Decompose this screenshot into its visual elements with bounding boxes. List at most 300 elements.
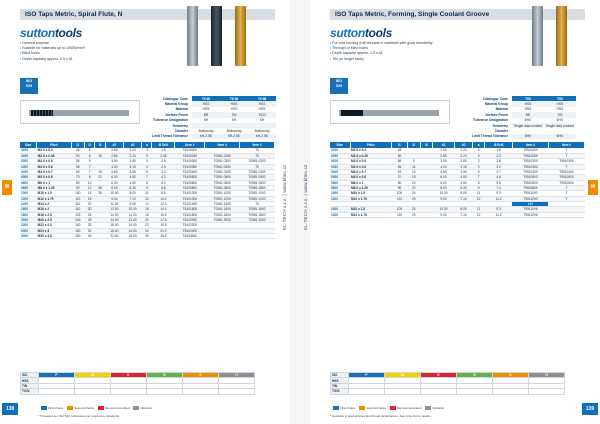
table-cell: 1000	[330, 207, 350, 212]
legend-swatch	[41, 406, 47, 410]
table-cell: 2.05	[152, 153, 175, 158]
table-cell: 11	[408, 164, 420, 169]
table-cell: 24	[408, 191, 420, 196]
table-cell: T0061 0800	[205, 185, 240, 190]
table-cell: T6101000	[175, 191, 205, 196]
table-cell: T	[548, 164, 584, 169]
table-cell: 20	[142, 217, 152, 222]
table-cell: T6100400	[175, 169, 205, 174]
table-cell: 4.50	[454, 175, 472, 180]
table-cell: 29	[408, 212, 420, 217]
table-cell: 10.00	[105, 191, 123, 196]
table-cell: T0061 0500	[205, 175, 240, 180]
table-cell	[205, 234, 240, 239]
table-cell: 6.00	[433, 180, 455, 185]
table-cell: 5.5	[485, 180, 513, 185]
table-cell: T0061 0600	[205, 180, 240, 185]
table-cell: 2.24	[124, 153, 142, 158]
feature-item: • Suitable for materials up to 1000N/mm²	[20, 46, 190, 51]
product-table	[330, 142, 585, 218]
grid-cell	[219, 389, 255, 394]
table-cell: 18	[95, 169, 105, 174]
section-tab: M	[2, 180, 12, 195]
table-cell: 10.00	[124, 207, 142, 212]
table-cell: 0200	[330, 148, 350, 153]
material-grid	[330, 372, 565, 395]
table-cell: 12.50	[105, 207, 123, 212]
table-header-cell: a	[142, 142, 152, 148]
table-cell: 11.2	[485, 212, 513, 217]
table-cell: T9510250	[512, 153, 548, 158]
table-cell: 2200	[20, 223, 37, 228]
feature-item: • Through or blind holes	[330, 46, 500, 51]
table-cell: 1.8	[485, 148, 513, 153]
feature-list	[20, 41, 190, 62]
grid-cell	[183, 389, 219, 394]
table-cell: T9910400	[548, 169, 584, 174]
table-cell: 11.2	[485, 196, 513, 201]
table-cell: T6101600	[175, 207, 205, 212]
table-cell: M2.5 x 0.45	[37, 153, 71, 158]
table-cell: 2.24	[454, 153, 472, 158]
table-cell: 14.00	[105, 217, 123, 222]
table-cell: 3	[473, 164, 485, 169]
table-cell: T0981 0800	[240, 185, 275, 190]
table-cell: 2.9	[152, 164, 175, 169]
table-cell: 3	[473, 159, 485, 164]
table-cell: 29	[408, 196, 420, 201]
table-cell: T9511200	[512, 196, 548, 201]
table-cell: M2.5 x 0.45	[350, 153, 391, 158]
table-cell	[240, 234, 275, 239]
table-cell: 11	[473, 191, 485, 196]
grid-header-cell: P	[349, 373, 385, 378]
table-cell: T6102200	[175, 223, 205, 228]
table-cell: 3	[142, 164, 152, 169]
table-cell: M6.0 x 1	[350, 180, 391, 185]
table-cell: T0	[240, 201, 275, 206]
table-cell: 14.00	[124, 228, 142, 233]
table-cell: T9511206	[512, 212, 548, 217]
table-cell: 12	[473, 212, 485, 217]
table-header-cell: Size	[330, 142, 350, 148]
table-header-cell: d1	[433, 142, 455, 148]
table-cell: 3.7	[485, 169, 513, 174]
table-cell: T6102400	[175, 228, 205, 233]
table-cell: 63	[391, 169, 407, 174]
table-cell: 4.50	[124, 175, 142, 180]
table-cell: 4.6	[485, 175, 513, 180]
table-cell: 14.00	[105, 212, 123, 217]
table-cell: 16	[142, 207, 152, 212]
table-cell: 9	[85, 159, 95, 164]
table-cell: 0250	[20, 153, 37, 158]
table-header-cell: d2	[124, 142, 142, 148]
table-cell: 125	[71, 212, 84, 217]
table-cell: T6101800	[175, 212, 205, 217]
table-header-cell: Ø Drill	[152, 142, 175, 148]
table-cell: T9511000	[512, 191, 548, 196]
table-cell: T0981 0500	[240, 175, 275, 180]
table-cell: 9	[142, 185, 152, 190]
table-cell: 7	[142, 175, 152, 180]
grid-cell	[349, 389, 385, 394]
table-cell: T0061 1400	[205, 201, 240, 206]
spec-table: Catalogue Code T6 60 T6 06 T6 98 Material Group HSS HSS HSS Material HSS HSS HSS Surface Finish BR TiN TiCN Tolerance Designation 6H 6H 6H Geometry Chamfer Bottoming Bottoming Bottoming Limit Thread Tolerance 6H-2.5E 6H-2.5E 6H-2.5E	[150, 96, 276, 139]
table-cell: 20	[408, 180, 420, 185]
table-cell: 56	[71, 164, 84, 169]
table-cell: 5	[473, 169, 485, 174]
table-cell: 50	[71, 153, 84, 158]
brand-logo: suttontools	[20, 26, 83, 40]
table-cell: 70	[71, 175, 84, 180]
table-cell: 10	[85, 180, 95, 185]
grid-header-cell: S	[493, 373, 529, 378]
feature-list	[330, 41, 500, 62]
table-cell: 24	[142, 228, 152, 233]
tap-drawing-thread	[341, 110, 363, 116]
grid-cell: TiCN	[331, 389, 349, 394]
table-cell: 3.3	[152, 169, 175, 174]
table-cell: 70	[391, 175, 407, 180]
table-cell: T0981 1600	[240, 207, 275, 212]
feature-item: • Depth capacity approx. 2.5 x d1	[20, 57, 190, 62]
table-cell: 22	[408, 185, 420, 190]
table-cell: M4.0 x 0.7	[350, 169, 391, 174]
table-cell: T	[548, 153, 584, 158]
table-cell: T9910300	[548, 159, 584, 164]
side-text: KL-TECH s.r.o. | www.kltec.cz	[303, 164, 308, 230]
table-cell: 2.24	[454, 148, 472, 153]
table-cell: 0350	[20, 164, 37, 169]
table-cell: 0350	[330, 164, 350, 169]
table-cell: T0981 0300	[240, 159, 275, 164]
table-cell: 1400	[20, 201, 37, 206]
iso-standard-badge: ISO 529	[330, 78, 348, 94]
table-cell: 2.3	[485, 153, 513, 158]
table-cell: T	[548, 148, 584, 153]
table-cell: T	[548, 196, 584, 201]
grid-header-cell: N	[457, 373, 493, 378]
table-header-cell: l1	[391, 142, 407, 148]
grid-cell: HSS	[331, 378, 349, 383]
grid-header-cell: H	[219, 373, 255, 378]
table-cell: 140	[71, 217, 84, 222]
grid-cell	[147, 389, 183, 394]
legend-swatch	[390, 406, 396, 410]
table-cell: T9510600	[512, 180, 548, 185]
table-cell: 0800	[330, 185, 350, 190]
table-cell: M8.0 x 1.25	[350, 185, 391, 190]
iso-standard-badge: ISO 529	[20, 78, 38, 94]
table-cell: 18	[85, 196, 95, 201]
table-cell: T0061 1800	[205, 212, 240, 217]
table-cell: 100	[391, 207, 407, 212]
table-cell: 5	[142, 169, 152, 174]
table-cell	[95, 234, 105, 239]
grid-header-cell: ISO	[331, 373, 349, 378]
table-cell: 19.5	[152, 223, 175, 228]
table-cell: 56	[391, 164, 407, 169]
table-cell: 15	[85, 191, 95, 196]
table-cell: 2.80	[105, 148, 123, 153]
table-cell: 0500	[330, 175, 350, 180]
table-cell: 6.00	[105, 180, 123, 185]
table-cell: 3.50	[105, 159, 123, 164]
table-cell: T0061 1200	[205, 196, 240, 201]
grid-header-cell: M	[385, 373, 421, 378]
table-cell: 4.00	[433, 164, 455, 169]
table-header-cell: Size	[20, 142, 37, 148]
table-cell: 80	[391, 180, 407, 185]
grid-cell	[39, 389, 75, 394]
tap-image-bright	[187, 6, 198, 66]
table-cell: 18.00	[105, 228, 123, 233]
table-cell: 3	[142, 159, 152, 164]
grid-cell	[457, 389, 493, 394]
table-cell: 4.50	[433, 169, 455, 174]
table-cell: M12 x 1.75	[37, 196, 71, 201]
table-cell: 6.8	[152, 185, 175, 190]
legend-swatch	[98, 406, 104, 410]
table-header-cell: Pitch	[350, 142, 391, 148]
table-header-cell: l3	[95, 142, 105, 148]
table-cell: 2.80	[433, 148, 455, 153]
table-cell: T9510800	[512, 185, 548, 190]
right-page	[310, 0, 600, 424]
table-cell	[420, 212, 432, 217]
table-cell: T0981 1000	[240, 191, 275, 196]
table-cell: 110	[391, 196, 407, 201]
table-cell: M24 x 3	[37, 228, 71, 233]
table-cell: T9510400	[512, 169, 548, 174]
table-cell: 0400	[20, 169, 37, 174]
table-cell: 9.00	[124, 201, 142, 206]
table-cell: M8.0 x 1.25	[37, 185, 71, 190]
table-cell: 50	[391, 153, 407, 158]
table-cell: 8	[473, 180, 485, 185]
table-cell: M3.5 x 0.6	[350, 164, 391, 169]
legend-swatch	[333, 406, 339, 410]
table-cell: 90	[391, 185, 407, 190]
table-cell: 56	[391, 159, 407, 164]
left-page	[0, 0, 290, 424]
table-cell: T0061 0350	[205, 164, 240, 169]
table-cell: M5.0 x 0.8	[37, 175, 71, 180]
table-cell: 56	[71, 159, 84, 164]
table-cell: 0300	[20, 159, 37, 164]
spec-table: Catalogue Code T95 T99 Material Group HSS HSS Material HSS HSS Surface Finish BR TiN Tolerance Designation 6HX 6HX Geometry Single lead coolant Single lead coolant Chamfer Limit Thread Tolerance 6HX 6HX	[472, 96, 574, 139]
table-cell: 6	[85, 148, 95, 153]
table-cell: 22	[95, 175, 105, 180]
footnote: * Available in special sizes and thread designations. See price list for details.	[330, 414, 432, 418]
table-cell: 110	[391, 212, 407, 217]
table-cell: T6101200	[175, 196, 205, 201]
table-cell: 0250	[330, 153, 350, 158]
table-cell: 160	[71, 228, 84, 233]
grid-cell	[385, 389, 421, 394]
table-cell: M2.0 x 0.4	[350, 148, 391, 153]
table-header-cell: d1	[105, 142, 123, 148]
table-cell: 3.2	[485, 164, 513, 169]
table-cell: 0600	[330, 180, 350, 185]
table-cell: 9.3	[485, 191, 513, 196]
table-cell: 11.20	[124, 217, 142, 222]
table-cell: T6102000	[175, 217, 205, 222]
table-cell: T9510350	[512, 164, 548, 169]
table-cell: 90	[71, 185, 84, 190]
grid-header-cell: N	[147, 373, 183, 378]
header-title: Metric, Forming, Single Coolant Groove	[364, 11, 490, 18]
tap-drawing-thread	[31, 110, 53, 116]
table-cell: 8.00	[454, 207, 472, 212]
table-cell: T6100350	[175, 164, 205, 169]
table-cell: 2.8	[485, 159, 513, 164]
table-cell: 12	[142, 196, 152, 201]
table-cell: 7.10	[124, 196, 142, 201]
table-cell: M5.0 x 0.8	[350, 175, 391, 180]
table-cell: 45	[391, 148, 407, 153]
table-cell: M6.0 x 1	[37, 180, 71, 185]
table-cell: 2.5	[152, 159, 175, 164]
table-cell: 8.00	[105, 185, 123, 190]
legend-swatch	[67, 406, 73, 410]
table-cell: M3.5 x 0.6	[37, 164, 71, 169]
table-cell: T0981 1800	[240, 212, 275, 217]
table-cell: T9910500	[548, 175, 584, 180]
grid-row	[21, 389, 255, 394]
table-cell: 12.0	[152, 201, 175, 206]
table-cell: T6103000	[175, 234, 205, 239]
table-cell: 7.10	[454, 196, 472, 201]
tap-image-gold	[235, 6, 246, 66]
table-cell: 4.50	[454, 180, 472, 185]
table-cell: 9	[408, 159, 420, 164]
table-cell: T9910600	[548, 180, 584, 185]
table-cell: 8.00	[433, 185, 455, 190]
grid-row	[331, 389, 565, 394]
table-cell: T9510200	[512, 148, 548, 153]
table-cell: 110	[71, 196, 84, 201]
table-cell: 0200	[20, 148, 37, 153]
footnote: * Threaded per ISO 529, tolerances per respective standards.	[38, 414, 120, 418]
table-header-cell: Item #	[205, 142, 240, 148]
table-cell: 15	[408, 175, 420, 180]
header-code: ISO Taps	[335, 11, 364, 18]
table-cell: T0061 0300	[205, 159, 240, 164]
table-cell: 8	[85, 175, 95, 180]
table-cell: T6100500	[175, 175, 205, 180]
table-cell: 80	[71, 180, 84, 185]
table-cell: 63	[71, 169, 84, 174]
table-cell: 26.5	[152, 234, 175, 239]
table-cell: 4.00	[105, 164, 123, 169]
tap-image-bright	[532, 6, 543, 66]
table-cell: 12	[473, 196, 485, 201]
table-cell: 7	[85, 164, 95, 169]
table-header-cell: Pitch	[37, 142, 71, 148]
table-cell: 10.2	[152, 196, 175, 201]
table-cell: 25	[85, 223, 95, 228]
grid-header-cell: K	[421, 373, 457, 378]
table-header-cell: d2	[454, 142, 472, 148]
table-cell: 1800	[20, 212, 37, 217]
table-cell: 9.00	[433, 212, 455, 217]
table-cell: 1200	[20, 196, 37, 201]
table-cell: T0	[240, 153, 275, 158]
table-cell: 0600	[20, 180, 37, 185]
table-cell: 8.00	[454, 191, 472, 196]
table-cell: 18.00	[105, 223, 123, 228]
table-cell: M3.0 x 0.5	[37, 159, 71, 164]
table-cell: T6100250	[175, 153, 205, 158]
table-cell: T6101400	[175, 201, 205, 206]
grid-header-cell: P	[39, 373, 75, 378]
table-cell: M10 x 1.5	[350, 191, 391, 196]
table-cell: T0061 1600	[205, 207, 240, 212]
table-cell: T9510300	[512, 159, 548, 164]
tap-drawing	[20, 100, 140, 124]
table-cell: 4.50	[105, 169, 123, 174]
grid-header-cell: ISO	[21, 373, 39, 378]
legend-swatch	[133, 406, 139, 410]
table-header-cell: l1	[71, 142, 84, 148]
table-cell: 6.30	[124, 185, 142, 190]
table-cell: T0061 2000	[205, 217, 240, 222]
table-cell: 8	[85, 153, 95, 158]
table-cell: 3	[142, 148, 152, 153]
table-cell: 4.50	[124, 180, 142, 185]
grid-header-cell: M	[75, 373, 111, 378]
table-cell: 0300	[330, 159, 350, 164]
table-row	[20, 234, 275, 239]
table-cell: T0061 0250	[205, 153, 240, 158]
table-cell: 21.0	[152, 228, 175, 233]
table-cell: 10.00	[433, 207, 455, 212]
feature-item: • General purpose	[20, 41, 190, 46]
grid-cell: TiN	[21, 383, 39, 388]
table-cell: 8.5	[152, 191, 175, 196]
table-cell: 26	[95, 185, 105, 190]
table-cell: 1000	[330, 191, 350, 196]
table-cell: 20	[85, 201, 95, 206]
table-cell: T	[548, 191, 584, 196]
table-cell: 14.00	[124, 223, 142, 228]
table-cell: 3.15	[454, 164, 472, 169]
table-cell: 20	[85, 207, 95, 212]
table-cell: M30 x 3.5	[37, 234, 71, 239]
table-cell: M3.0 x 0.5	[350, 159, 391, 164]
table-cell: 14.0	[152, 207, 175, 212]
table-cell: 18.00	[124, 234, 142, 239]
table-cell: T9510500	[512, 175, 548, 180]
side-text: KL-TECH s.r.o. | www.kltec.cz	[282, 164, 287, 230]
table-cell: 1200	[330, 196, 350, 201]
grid-cell	[529, 389, 565, 394]
table-header-cell: Item #	[175, 142, 205, 148]
brand-logo: suttontools	[330, 26, 393, 40]
grid-cell: TiN	[331, 383, 349, 388]
table-header-cell: l2	[408, 142, 420, 148]
table-cell: M18 x 2.5	[37, 212, 71, 217]
table-cell: 100	[391, 191, 407, 196]
table-cell: 2.80	[105, 153, 123, 158]
page-number: 138	[2, 403, 18, 415]
table-cell: T6100200	[175, 148, 205, 153]
table-cell: 110	[71, 207, 84, 212]
table-cell: 18	[142, 212, 152, 217]
table-cell: 1.6	[152, 148, 175, 153]
